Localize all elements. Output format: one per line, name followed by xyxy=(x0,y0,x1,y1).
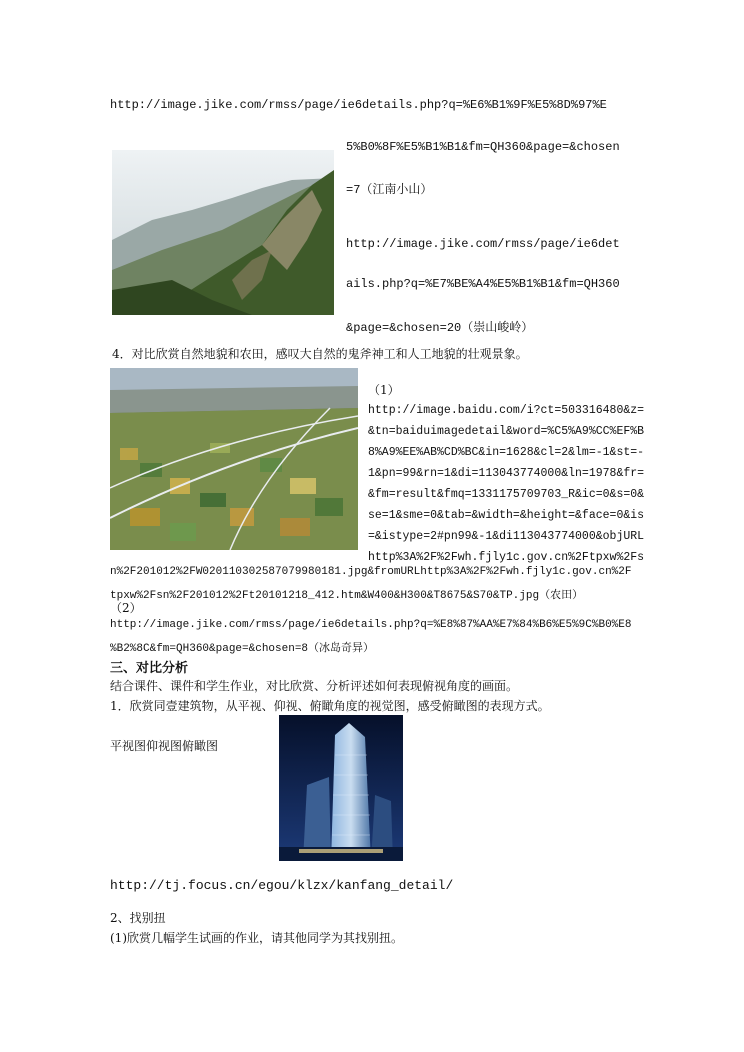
building-photo xyxy=(279,715,403,861)
view-caption: 平视图仰视图俯瞰图 xyxy=(110,739,219,753)
iceland-item2-label: （2） xyxy=(110,601,142,615)
farmland-url-line[interactable]: =&istype=2#pn99&-1&di113043774000&objURL xyxy=(368,530,645,543)
section3-point2: 2、找别扭 xyxy=(110,911,166,925)
mountain-url-line3[interactable]: =7（江南小山） xyxy=(346,183,433,197)
mountain2-url-line1[interactable]: http://image.jike.com/rmss/page/ie6det xyxy=(346,237,620,251)
iceland-url-line2[interactable]: %B2%8C&fm=QH360&page=&chosen=8（冰岛奇异） xyxy=(110,643,375,655)
farmland-url-line[interactable]: 1&pn=99&rn=1&di=113043774000&ln=1978&fr= xyxy=(368,467,645,480)
section3-point2-sub: (1)欣赏几幅学生试画的作业，请其他同学为其找别扭。 xyxy=(110,931,404,945)
mountain2-url-line3[interactable]: &page=&chosen=20（崇山峻岭） xyxy=(346,321,534,335)
farmland-url-line[interactable]: http%3A%2F%2Fwh.fjly1c.gov.cn%2Ftpxw%2Fs xyxy=(368,551,645,564)
mountain-url-line2[interactable]: 5%B0%8F%E5%B1%B1&fm=QH360&page=&chosen xyxy=(346,140,620,154)
section3-point1: 1．欣赏同壹建筑物，从平视、仰视、俯瞰角度的视觉图，感受俯瞰图的表现方式。 xyxy=(110,699,550,713)
section4-heading: 4．对比欣赏自然地貌和农田，感叹大自然的鬼斧神工和人工地貌的壮观景象。 xyxy=(112,347,528,361)
building-url[interactable]: http://tj.focus.cn/egou/klzx/kanfang_detail/ xyxy=(110,878,454,893)
mountain-url-line1[interactable]: http://image.jike.com/rmss/page/ie6details.php?q=%E6%B1%9F%E5%8D%97%E xyxy=(110,98,607,112)
farmland-url-line[interactable]: &fm=result&fmq=1331175709703_R&ic=0&s=0& xyxy=(368,488,645,501)
farmland-url-line[interactable]: &tn=baiduimagedetail&word=%C5%A9%CC%EF%B xyxy=(368,425,645,438)
farmland-url-line[interactable]: 8%A9%EE%AB%CD%BC&in=1628&cl=2&lm=-1&st=- xyxy=(368,446,645,459)
section3-intro: 结合课件、课件和学生作业，对比欣赏、分析评述如何表现俯视角度的画面。 xyxy=(110,679,519,693)
mountain-photo xyxy=(112,150,334,315)
farmland-photo xyxy=(110,368,358,550)
farmland-url-line[interactable]: http://image.baidu.com/i?ct=503316480&z= xyxy=(368,404,645,417)
farmland-item1-label: （1） xyxy=(368,383,400,397)
farmland-url-line[interactable]: se=1&sme=0&tab=&width=&height=&face=0&is xyxy=(368,509,645,522)
farmland-illustration xyxy=(110,368,358,550)
farmland-url-full-line1[interactable]: n%2F201012%2FW020110302587079980181.jpg&fromURLhttp%3A%2F%2Fwh.fjly1c.gov.cn%2F xyxy=(110,566,632,578)
iceland-url-line1[interactable]: http://image.jike.com/rmss/page/ie6details.php?q=%E8%87%AA%E7%84%B6%E5%9C%B0%E8 xyxy=(110,619,632,631)
building-illustration xyxy=(279,715,403,861)
mountain-illustration xyxy=(112,150,334,315)
section3-heading: 三、对比分析 xyxy=(110,661,189,676)
farmland-url-full-line2[interactable]: tpxw%2Fsn%2F201012%2Ft20101218_412.htm&W400&H300&T8675&S70&TP.jpg（农田） xyxy=(110,590,584,602)
mountain2-url-line2[interactable]: ails.php?q=%E7%BE%A4%E5%B1%B1&fm=QH360 xyxy=(346,277,620,291)
